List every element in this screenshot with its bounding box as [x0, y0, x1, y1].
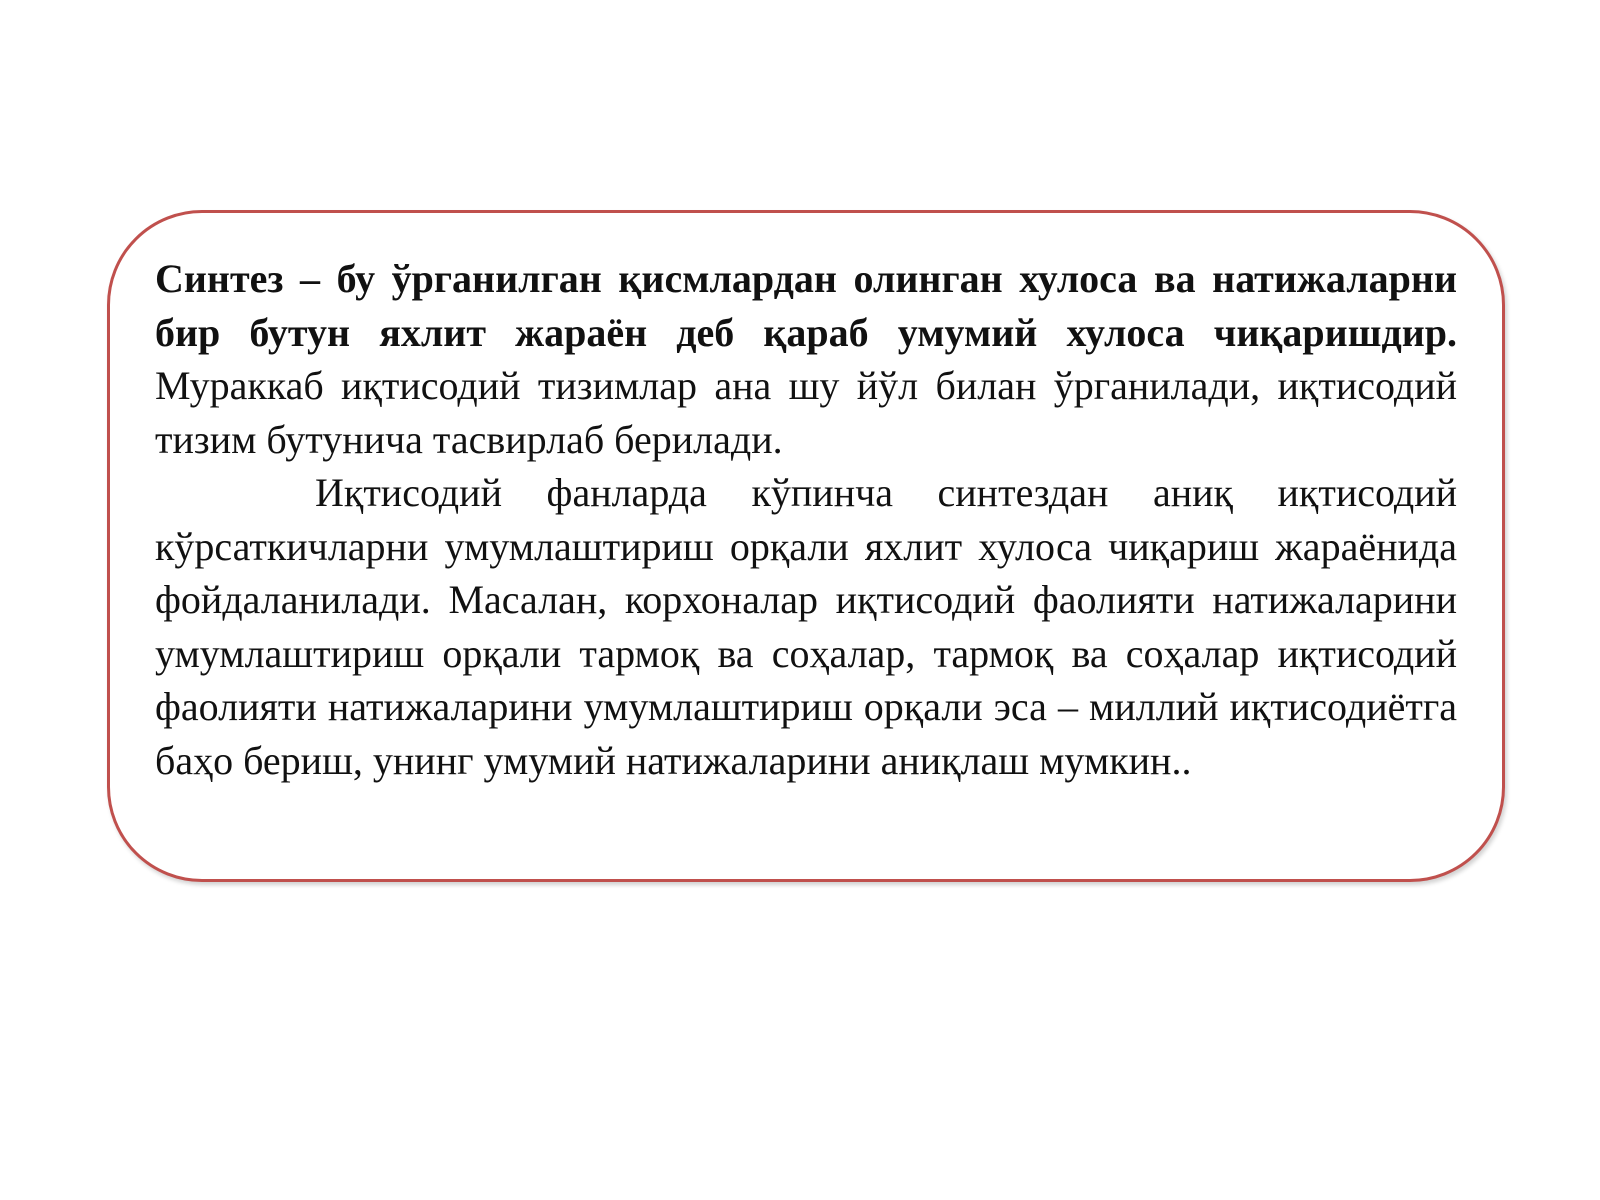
text-body [155, 252, 1457, 787]
paragraph-1-text: Мураккаб иқтисодий тизимлар ана шу йўл билан ўрганилади, иқтисодий тизим бутунича тасвирлаб берилади. [155, 363, 1457, 462]
paragraph-1 [155, 252, 1457, 466]
definition-bold-text: Синтез – бу ўрганилган қисмлардан олинган хулоса ва натижаларни бир бутун яхлит жараён деб қараб умумий хулоса чиқаришдир. [155, 256, 1457, 355]
paragraph-2: Иқтисодий фанларда кўпинча синтездан аниқ иқтисодий кўрсаткичларни умумлаштириш орқали яхлит хулоса чиқариш жараёнида фойдаланилади. Масалан, корхоналар иқтисодий фаолияти натижаларини умумлаштириш орқали тармоқ ва соҳалар, тармоқ ва соҳалар иқтисодий фаолияти натижаларини умумлаштириш орқали эса – миллий иқтисодиётга баҳо бериш, унинг умумий натижаларини аниқлаш мумкин.. [155, 470, 1457, 783]
